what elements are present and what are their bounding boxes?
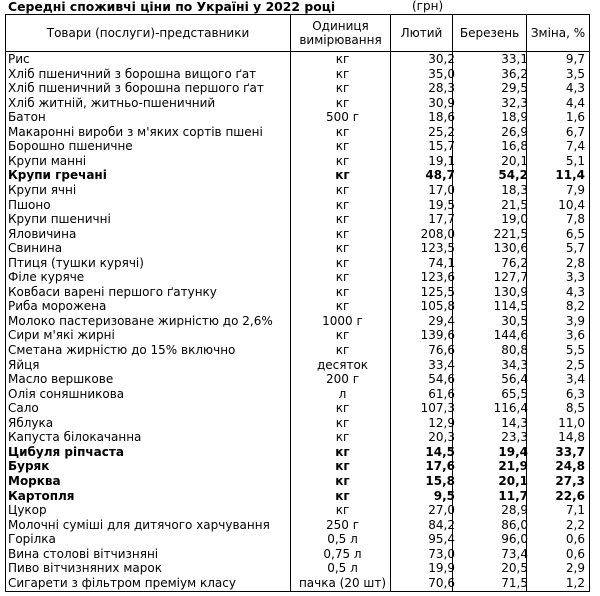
- table-row: [6, 110, 589, 125]
- row-change: 14,8: [558, 430, 585, 445]
- row-feb: 19,1: [428, 153, 455, 168]
- row-name: Крупи ячні: [8, 182, 77, 197]
- row-name: Сало: [8, 401, 39, 416]
- row-unit: кг: [335, 284, 350, 299]
- row-name: Сметана жирністю до 15% включно: [8, 343, 236, 357]
- row-name: Морква: [8, 473, 61, 488]
- row-change: 0,6: [565, 532, 585, 547]
- row-mar: 54,2: [498, 168, 528, 183]
- row-change: 3,4: [565, 372, 585, 387]
- header-feb: Лютий: [400, 26, 443, 40]
- table-row: [6, 285, 589, 300]
- row-unit: кг: [335, 488, 350, 503]
- table-row: [6, 328, 589, 343]
- row-change: 7,1: [565, 503, 585, 518]
- row-name: Яйця: [8, 357, 40, 372]
- table-row: [6, 387, 589, 402]
- row-change: 11,4: [555, 168, 585, 183]
- table-row: [6, 256, 589, 271]
- row-unit: 0,5 л: [327, 561, 358, 576]
- row-name: Борошно пшеничне: [8, 139, 133, 154]
- row-name: Крупи манні: [8, 153, 87, 168]
- row-unit: кг: [335, 182, 350, 197]
- row-feb: 25,2: [428, 124, 455, 139]
- row-feb: 123,5: [420, 241, 455, 256]
- row-unit: 0,75 л: [323, 546, 362, 561]
- row-change: 10,4: [558, 197, 585, 212]
- row-feb: 76,6: [428, 343, 455, 357]
- row-name: Молоко пастеризоване жирністю до 2,6%: [8, 313, 273, 328]
- table-row: [6, 198, 589, 213]
- row-feb: 14,5: [425, 444, 455, 459]
- row-mar: 144,6: [493, 328, 528, 343]
- row-feb: 20,3: [428, 430, 455, 445]
- table-row: [6, 358, 589, 373]
- row-change: 2,5: [565, 357, 585, 372]
- table-row: [6, 67, 589, 82]
- row-feb: 17,6: [425, 459, 455, 474]
- row-mar: 18,9: [501, 110, 528, 125]
- row-unit: 500 г: [325, 110, 360, 125]
- table-row: [6, 139, 589, 154]
- row-unit: 1000 г: [322, 313, 363, 328]
- row-unit: кг: [335, 52, 350, 66]
- row-name: Молочні суміші для дитячого харчування: [8, 517, 270, 532]
- row-change: 7,9: [565, 182, 585, 197]
- row-name: Горілка: [8, 532, 56, 547]
- row-unit: кг: [335, 197, 350, 212]
- row-change: 1,6: [565, 110, 585, 125]
- row-mar: 86,0: [501, 517, 528, 532]
- row-mar: 34,3: [501, 357, 528, 372]
- row-feb: 12,9: [428, 415, 455, 430]
- row-feb: 61,6: [428, 386, 455, 401]
- header-change: Зміна, %: [530, 26, 586, 40]
- table-row: [6, 154, 589, 169]
- row-mar: 21,9: [498, 459, 528, 474]
- row-feb: 70,6: [428, 575, 455, 590]
- row-feb: 15,7: [428, 139, 455, 154]
- row-mar: 20,1: [501, 153, 528, 168]
- row-name: Філе куряче: [8, 270, 85, 285]
- row-unit: десяток: [316, 357, 369, 372]
- row-feb: 208,0: [420, 226, 455, 241]
- row-mar: 71,5: [501, 575, 528, 590]
- row-feb: 19,5: [428, 197, 455, 212]
- row-name: Сигарети з фільтром преміум класу: [8, 575, 236, 590]
- row-change: 8,2: [565, 299, 585, 314]
- row-unit: кг: [335, 153, 350, 168]
- row-name: Масло вершкове: [8, 372, 114, 387]
- row-feb: 84,2: [428, 517, 455, 532]
- row-mar: 23,3: [501, 430, 528, 445]
- row-name: Яловичина: [8, 226, 77, 241]
- row-unit: кг: [335, 212, 350, 227]
- row-change: 3,3: [565, 270, 585, 285]
- table-row: [6, 445, 589, 460]
- table-row: [6, 489, 589, 504]
- row-mar: 73,4: [501, 546, 528, 561]
- row-name: Птиця (тушки курячі): [8, 255, 144, 270]
- row-name: Хліб пшеничний з борошна першого ґат: [8, 81, 264, 96]
- row-name: Макаронні вироби з м'яких сортів пшені: [8, 124, 263, 139]
- row-name: Свинина: [8, 241, 63, 256]
- row-feb: 95,4: [428, 532, 455, 547]
- row-feb: 9,5: [433, 488, 455, 503]
- row-feb: 18,6: [428, 110, 455, 125]
- table-row: [6, 299, 589, 314]
- table-row: [6, 227, 589, 242]
- row-change: 2,9: [565, 561, 585, 576]
- row-unit: кг: [335, 430, 350, 445]
- row-mar: 26,9: [501, 124, 528, 139]
- row-change: 0,6: [565, 546, 585, 561]
- row-unit: кг: [335, 241, 350, 256]
- row-unit: кг: [335, 343, 350, 357]
- row-name: Крупи гречані: [8, 168, 107, 183]
- table-row: [6, 96, 589, 111]
- row-feb: 17,0: [428, 182, 455, 197]
- row-mar: 76,2: [501, 255, 528, 270]
- row-name: Капуста білокачанна: [8, 430, 142, 445]
- table-row: [6, 503, 589, 518]
- row-feb: 33,4: [428, 357, 455, 372]
- row-unit: 0,5 л: [327, 532, 358, 547]
- row-unit: кг: [335, 415, 350, 430]
- row-name: Олія соняшникова: [8, 386, 125, 401]
- row-mar: 114,5: [493, 299, 528, 314]
- row-unit: кг: [335, 124, 350, 139]
- row-change: 24,8: [555, 459, 585, 474]
- header-unit: Одиниця вимірювання: [299, 19, 382, 47]
- table-row: [6, 212, 589, 227]
- row-mar: 65,5: [501, 386, 528, 401]
- row-feb: 15,8: [425, 473, 455, 488]
- row-change: 8,5: [565, 401, 585, 416]
- row-feb: 139,6: [420, 328, 455, 343]
- row-change: 5,7: [565, 241, 585, 256]
- row-feb: 17,7: [428, 212, 455, 227]
- row-change: 11,0: [558, 415, 585, 430]
- row-mar: 21,5: [501, 197, 528, 212]
- row-unit: кг: [335, 473, 350, 488]
- row-feb: 74,1: [428, 255, 455, 270]
- table-row: [6, 125, 589, 140]
- row-name: Сири м'які жирні: [8, 328, 115, 343]
- table-row: [6, 81, 589, 96]
- table-row: [6, 518, 589, 533]
- row-feb: 54,6: [428, 372, 455, 387]
- row-feb: 105,8: [420, 299, 455, 314]
- row-mar: 56,4: [501, 372, 528, 387]
- currency-note: (грн): [412, 0, 444, 13]
- row-name: Хліб пшеничний з борошна вищого ґат: [8, 66, 257, 81]
- row-unit: кг: [335, 168, 350, 183]
- row-change: 2,2: [565, 517, 585, 532]
- row-mar: 130,9: [493, 284, 528, 299]
- table-row: [6, 430, 589, 445]
- row-feb: 107,3: [420, 401, 455, 416]
- row-unit: кг: [335, 81, 350, 96]
- row-change: 9,7: [565, 52, 585, 66]
- row-change: 6,5: [565, 226, 585, 241]
- table-row: [6, 241, 589, 256]
- row-mar: 116,4: [493, 401, 528, 416]
- row-mar: 28,9: [501, 503, 528, 518]
- row-feb: 125,5: [420, 284, 455, 299]
- row-mar: 18,3: [501, 182, 528, 197]
- table-row: [6, 532, 589, 547]
- row-mar: 20,5: [501, 561, 528, 576]
- row-change: 3,5: [565, 66, 585, 81]
- row-unit: кг: [335, 459, 350, 474]
- header-goods: Товари (послуги)-представники: [46, 26, 250, 40]
- row-name: Цукор: [8, 503, 47, 518]
- row-unit: кг: [335, 299, 350, 314]
- row-unit: кг: [335, 270, 350, 285]
- row-feb: 27,0: [428, 503, 455, 518]
- row-change: 3,6: [565, 328, 585, 343]
- row-unit: кг: [335, 226, 350, 241]
- table-row: [6, 547, 589, 562]
- row-feb: 28,3: [428, 81, 455, 96]
- row-mar: 19,4: [498, 444, 528, 459]
- table-row: [6, 168, 589, 183]
- row-change: 2,8: [565, 255, 585, 270]
- row-mar: 96,0: [501, 532, 528, 547]
- table-row: [6, 343, 589, 358]
- row-feb: 29,4: [428, 313, 455, 328]
- row-name: Хліб житній, житньо-пшеничний: [8, 95, 216, 110]
- row-unit: кг: [335, 328, 350, 343]
- header-mar: Березень: [459, 26, 520, 40]
- row-mar: 36,2: [501, 66, 528, 81]
- table-row: [6, 576, 589, 591]
- row-mar: 16,8: [501, 139, 528, 154]
- table-row: [6, 314, 589, 329]
- row-mar: 20,1: [498, 473, 528, 488]
- row-unit: кг: [335, 139, 350, 154]
- row-change: 6,3: [565, 386, 585, 401]
- row-name: Батон: [8, 110, 46, 125]
- row-change: 4,4: [565, 95, 585, 110]
- row-unit: кг: [335, 255, 350, 270]
- row-name: Риба морожена: [8, 299, 107, 314]
- table-row: [6, 401, 589, 416]
- row-mar: 29,5: [501, 81, 528, 96]
- row-name: Ковбаси варені першого ґатунку: [8, 284, 217, 299]
- row-feb: 30,2: [428, 52, 455, 66]
- row-feb: 30,9: [428, 95, 455, 110]
- row-feb: 48,7: [425, 168, 455, 183]
- row-name: Вина столові вітчизняні: [8, 546, 159, 561]
- row-change: 22,6: [555, 488, 585, 503]
- row-unit: кг: [335, 444, 350, 459]
- row-name: Пиво вітчизняних марок: [8, 561, 162, 576]
- row-unit: кг: [335, 401, 350, 416]
- table-row: [6, 416, 589, 431]
- row-mar: 127,7: [493, 270, 528, 285]
- row-name: Рис: [8, 52, 30, 66]
- table-row: [6, 459, 589, 474]
- row-name: Цибуля ріпчаста: [8, 444, 124, 459]
- row-change: 7,4: [565, 139, 585, 154]
- row-mar: 33,1: [501, 52, 528, 66]
- row-mar: 11,7: [498, 488, 528, 503]
- row-change: 4,3: [565, 284, 585, 299]
- row-change: 3,9: [565, 313, 585, 328]
- row-change: 5,5: [565, 343, 585, 357]
- page-title: Середні споживчі ціни по Україні у 2022 році: [8, 0, 336, 14]
- row-change: 33,7: [555, 444, 585, 459]
- row-mar: 32,3: [501, 95, 528, 110]
- row-mar: 30,5: [501, 313, 528, 328]
- row-name: Яблука: [8, 415, 54, 430]
- row-name: Буряк: [8, 459, 50, 474]
- table-row: [6, 372, 589, 387]
- row-unit: кг: [335, 95, 350, 110]
- row-mar: 80,8: [501, 343, 528, 357]
- row-change: 6,7: [565, 124, 585, 139]
- row-unit: кг: [335, 503, 350, 518]
- row-change: 7,8: [565, 212, 585, 227]
- row-mar: 221,5: [493, 226, 528, 241]
- row-unit: пачка (20 шт): [298, 575, 387, 590]
- table-row: [6, 52, 589, 67]
- row-change: 5,1: [565, 153, 585, 168]
- row-unit: 250 г: [325, 517, 360, 532]
- row-feb: 35,0: [428, 66, 455, 81]
- row-name: Картопля: [8, 488, 75, 503]
- row-unit: кг: [335, 66, 350, 81]
- row-change: 27,3: [555, 473, 585, 488]
- row-mar: 130,6: [493, 241, 528, 256]
- table-row: [6, 270, 589, 285]
- row-feb: 73,0: [428, 546, 455, 561]
- row-name: Крупи пшеничні: [8, 212, 111, 227]
- row-name: Пшоно: [8, 197, 51, 212]
- row-feb: 123,6: [420, 270, 455, 285]
- table-row: [6, 561, 589, 576]
- row-mar: 19,0: [501, 212, 528, 227]
- row-change: 1,2: [565, 575, 585, 590]
- row-feb: 19,9: [428, 561, 455, 576]
- table-row: [6, 183, 589, 198]
- row-unit: 200 г: [325, 372, 360, 387]
- row-unit: л: [338, 386, 347, 401]
- row-mar: 14,3: [501, 415, 528, 430]
- row-change: 4,3: [565, 81, 585, 96]
- table-row: [6, 474, 589, 489]
